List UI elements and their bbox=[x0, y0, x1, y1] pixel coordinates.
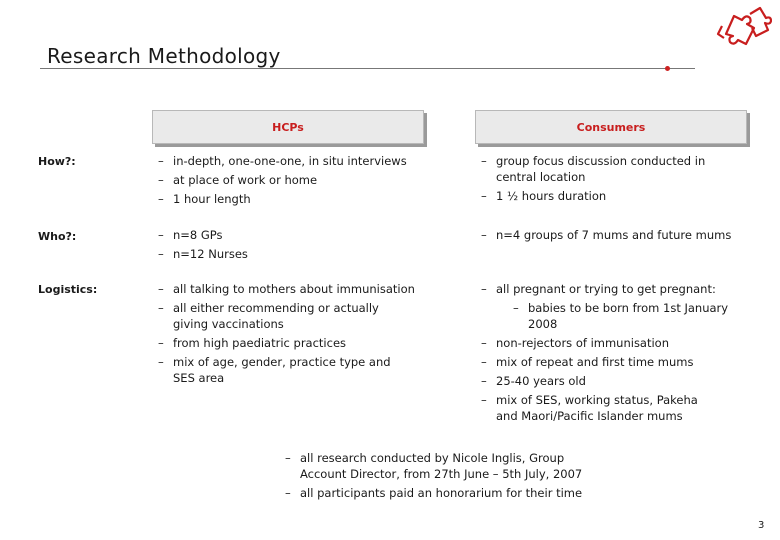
page-title: Research Methodology bbox=[47, 44, 281, 68]
list-item: – all talking to mothers about immunisation bbox=[158, 281, 420, 297]
list-item: – all research conducted by Nicole Inglis, Group Account Director, from 27th June – 5th July, 2007 bbox=[285, 450, 585, 482]
list-item: – all pregnant or trying to get pregnant: bbox=[481, 281, 749, 297]
who-consumers-list bbox=[481, 227, 749, 246]
list-item: – mix of SES, working status, Pakeha and Maori/Pacific Islander mums bbox=[481, 392, 721, 424]
how-hcps-list bbox=[158, 153, 420, 210]
how-consumers-list bbox=[481, 153, 749, 207]
page-number: 3 bbox=[758, 520, 765, 531]
title-rule bbox=[40, 68, 695, 69]
list-item: – n=4 groups of 7 mums and future mums bbox=[481, 227, 749, 243]
sub-list-item: – babies to be born from 1st January bbox=[481, 300, 749, 316]
list-item: – mix of age, gender, practice type and SES area bbox=[158, 354, 403, 386]
list-item: – from high paediatric practices bbox=[158, 335, 420, 351]
list-item: – non-rejectors of immunisation bbox=[481, 335, 749, 351]
list-item: – in-depth, one-one-one, in situ interviews bbox=[158, 153, 420, 169]
list-item: – all participants paid an honorarium for their time bbox=[285, 485, 605, 501]
list-item: – n=12 Nurses bbox=[158, 246, 420, 262]
row-label-who: Who?: bbox=[38, 230, 77, 243]
list-item: – group focus discussion conducted in central location bbox=[481, 153, 716, 185]
logistics-hcps-list bbox=[158, 281, 420, 389]
row-label-how: How?: bbox=[38, 155, 76, 168]
list-item: – n=8 GPs bbox=[158, 227, 420, 243]
logistics-consumers-list bbox=[481, 281, 749, 427]
puzzle-logo-icon bbox=[716, 4, 772, 50]
list-item: – all either recommending or actually giving vaccinations bbox=[158, 300, 388, 332]
row-label-logistics: Logistics: bbox=[38, 283, 98, 296]
footer-notes-list bbox=[285, 450, 605, 504]
who-hcps-list bbox=[158, 227, 420, 265]
list-item: – mix of repeat and first time mums bbox=[481, 354, 749, 370]
title-rule-dot bbox=[665, 66, 670, 71]
list-item: – 25-40 years old bbox=[481, 373, 749, 389]
sub-list-item-continued: 2008 bbox=[528, 317, 558, 331]
column-header-hcps: HCPs bbox=[152, 110, 424, 144]
list-item: – 1 hour length bbox=[158, 191, 420, 207]
list-item: – at place of work or home bbox=[158, 172, 420, 188]
list-item: – 1 ½ hours duration bbox=[481, 188, 749, 204]
column-header-consumers: Consumers bbox=[475, 110, 747, 144]
